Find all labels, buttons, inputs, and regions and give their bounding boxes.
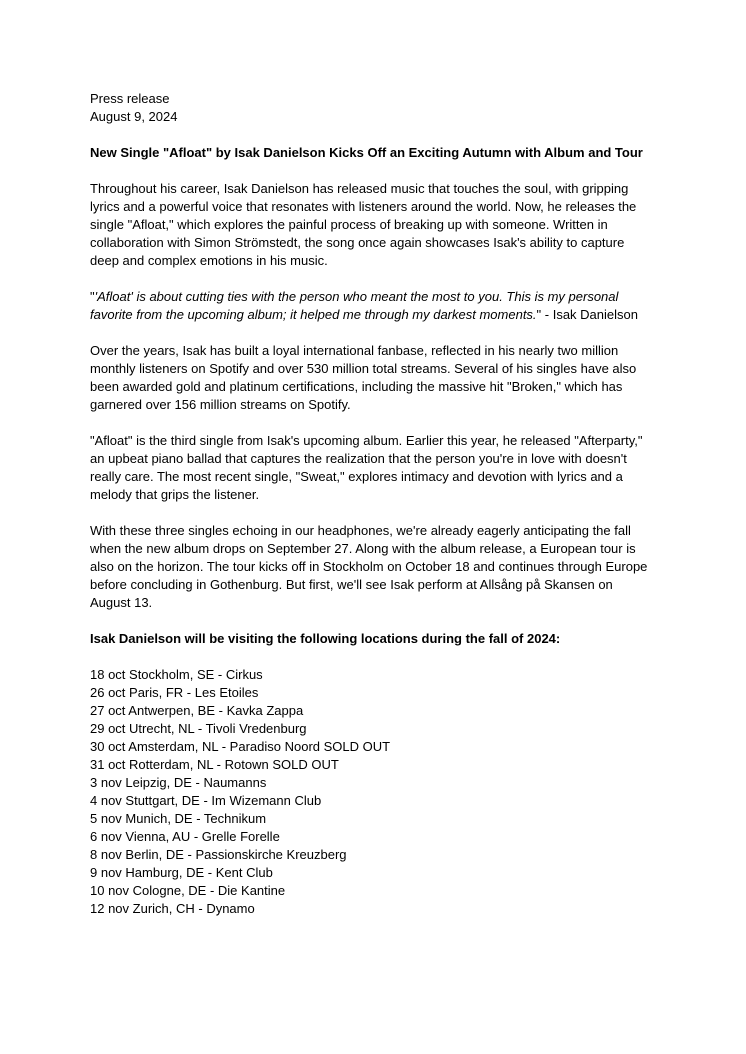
tour-date: 31 oct Rotterdam, NL - Rotown SOLD OUT bbox=[90, 757, 339, 772]
album-tour-paragraph: With these three singles echoing in our headphones, we're already eagerly anticipating the fall when the new album drops on September 27. Along with the album release, a European tour is also on the horizon. The tour kicks off in Stockholm on October 18 and continues through Europe before concluding in Gothenburg. But first, we'll see Isak perform at Allsång på Skansen on August 13. bbox=[90, 523, 648, 610]
spacer bbox=[90, 414, 656, 432]
tour-date: 9 nov Hamburg, DE - Kent Club bbox=[90, 865, 273, 880]
spacer bbox=[90, 126, 656, 144]
artist-quote bbox=[90, 288, 656, 324]
press-release-page bbox=[90, 90, 656, 918]
spacer bbox=[90, 504, 656, 522]
release-header bbox=[90, 90, 656, 126]
fanbase-paragraph: Over the years, Isak has built a loyal international fanbase, reflected in his nearly two million monthly listeners on Spotify and over 530 million total streams. Several of his singles have also been awarded gold and platinum certifications, including the massive hit "Broken," which has garnered over 156 million streams on Spotify. bbox=[90, 343, 637, 412]
tour-dates-list bbox=[90, 666, 656, 918]
spacer bbox=[90, 648, 656, 666]
intro-paragraph: Throughout his career, Isak Danielson has released music that touches the soul, with gripping lyrics and a powerful voice that resonates with listeners around the world. Now, he releases the single "Afloat," which explores the painful process of breaking up with someone. Written in collaboration with Simon Strömstedt, the song once again showcases Isak's ability to capture deep and complex emotions in his music. bbox=[90, 181, 637, 268]
spacer bbox=[90, 270, 656, 288]
quote-open-mark: " bbox=[90, 289, 95, 304]
tour-date: 27 oct Antwerpen, BE - Kavka Zappa bbox=[90, 703, 304, 718]
tour-date: 29 oct Utrecht, NL - Tivoli Vredenburg bbox=[90, 721, 307, 736]
headline: New Single "Afloat" by Isak Danielson Kicks Off an Exciting Autumn with Album and Tour bbox=[90, 145, 643, 160]
singles-paragraph: "Afloat" is the third single from Isak's upcoming album. Earlier this year, he released "Afterparty," an upbeat piano ballad that captures the realization that the person you're in love with doesn't really care. The most recent single, "Sweat," explores intimacy and devotion with lyrics and a melody that grips the listener. bbox=[90, 433, 643, 502]
tour-date: 26 oct Paris, FR - Les Etoiles bbox=[90, 685, 259, 700]
tour-date: 30 oct Amsterdam, NL - Paradiso Noord SOLD OUT bbox=[90, 739, 391, 754]
tour-date: 5 nov Munich, DE - Technikum bbox=[90, 811, 267, 826]
spacer bbox=[90, 162, 656, 180]
tour-date: 6 nov Vienna, AU - Grelle Forelle bbox=[90, 829, 280, 844]
spacer bbox=[90, 612, 656, 630]
tour-date: 10 nov Cologne, DE - Die Kantine bbox=[90, 883, 286, 898]
tour-date: 4 nov Stuttgart, DE - Im Wizemann Club bbox=[90, 793, 322, 808]
quote-attribution: " - Isak Danielson bbox=[536, 307, 638, 322]
tour-heading: Isak Danielson will be visiting the following locations during the fall of 2024: bbox=[90, 631, 561, 646]
spacer bbox=[90, 324, 656, 342]
quote-text: 'Afloat' is about cutting ties with the person who meant the most to you. This is my personal favorite from the upcoming album; it helped me through my darkest moments. bbox=[90, 289, 619, 322]
tour-date: 12 nov Zurich, CH - Dynamo bbox=[90, 901, 255, 916]
release-date: August 9, 2024 bbox=[90, 109, 178, 124]
document-type-label: Press release bbox=[90, 91, 170, 106]
tour-date: 3 nov Leipzig, DE - Naumanns bbox=[90, 775, 267, 790]
tour-date: 8 nov Berlin, DE - Passionskirche Kreuzberg bbox=[90, 847, 347, 862]
tour-date: 18 oct Stockholm, SE - Cirkus bbox=[90, 667, 263, 682]
